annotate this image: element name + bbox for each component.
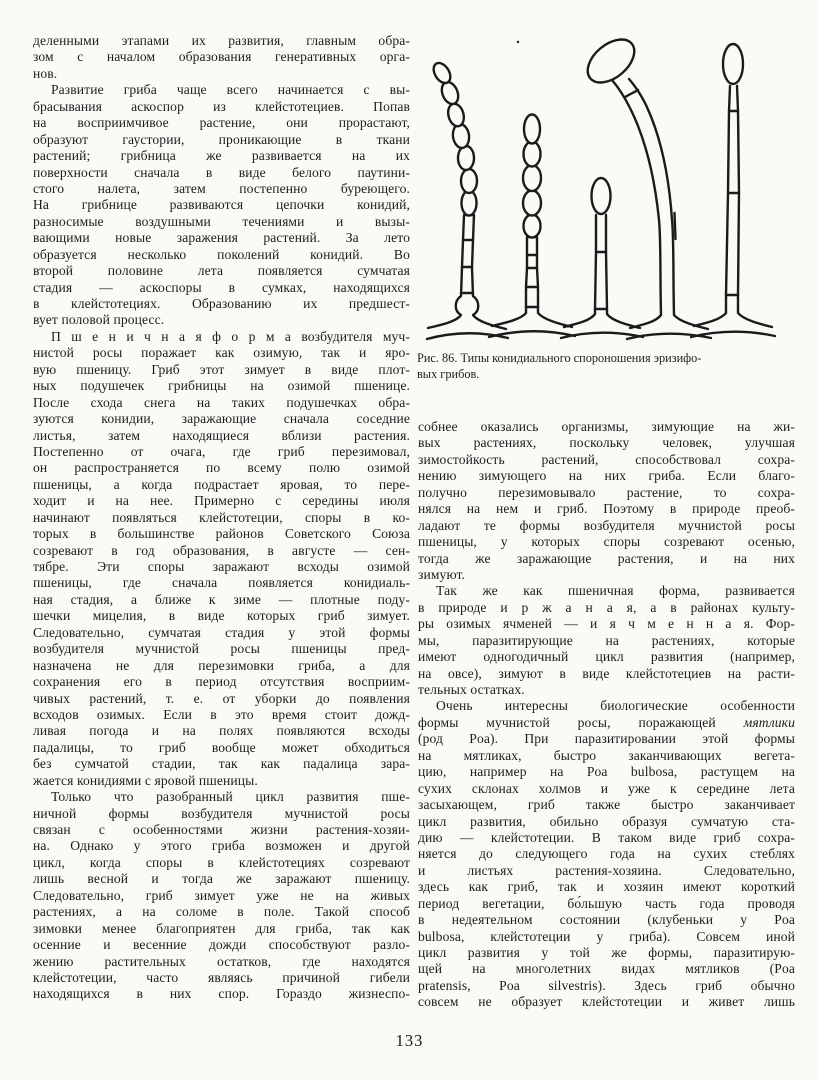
figure-86-illustration [420, 25, 800, 345]
text-line: сухих склонах холмов и уже к середине лета [418, 780, 795, 796]
text-line: жению растительных остатков, где находятся [33, 953, 410, 969]
text-line: нению зимующего на них гриба. Если благо- [418, 468, 795, 484]
text-line: деленными этапами их развития, главным обра- [33, 33, 410, 48]
text-line: пшеницы, у которых споры созревают осенью, [418, 534, 795, 550]
text-line: ных подушечек грибницы на озимой пшенице. [33, 378, 410, 394]
text-line: образуется несколько поколений конидий. Во [33, 246, 410, 262]
text-line: на восприимчивое растение, они прорастают, [33, 115, 410, 131]
text-line: мы, паразитирующие на растениях, которые [418, 632, 795, 648]
text-line: начинают появляться клейстотеции, споры в ко- [33, 509, 410, 525]
text-line: (род Poa). При паразитировании этой формы [418, 731, 795, 747]
text-line: зимуют. [418, 566, 466, 582]
text-line: Так же как пшеничная форма, развивается [436, 583, 795, 599]
text-line: здесь как гриб, так и хозяин имеют короткий [418, 879, 795, 895]
conidiophore-type-3 [561, 178, 643, 338]
text-line: цикл, когда споры в клейстотециях созревают [33, 854, 410, 870]
text-line: на овсе), зимуют в виде клейстотециев на расти- [418, 665, 795, 681]
text-line: цикл развития, обильно образуя сумчатую ста- [418, 813, 795, 829]
text-line: зимовки менее благоприятен для гриба, так как [33, 920, 410, 936]
text-line: образуют гаустории, проникающие в ткани [33, 131, 410, 147]
text-line: цию, например на Poa bulbosa, растущем на [418, 764, 795, 780]
text-line: в природе и р ж а н а я, а в районах культу- [418, 599, 795, 615]
conidiophore-type-5 [691, 44, 775, 337]
text-line: совсем не образует клейстотеции и живет лишь [418, 994, 795, 1010]
text-line: листья, затем находящиеся вблизи растения. [33, 427, 410, 443]
text-line: тогда же заражающие растения, и на них [418, 550, 795, 566]
text-line: осенние и весенние дожди способствуют разло- [33, 937, 410, 953]
text-line: тябре. Эти споры заражают всходы озимой [33, 559, 410, 574]
text-line: назначена не для перезимовки гриба, а для [33, 657, 410, 673]
conidiophore-type-1 [427, 60, 508, 339]
text-line: формы мучнистой росы, поражающей мятлики [418, 714, 795, 730]
text-line: получно перезимовывало растение, то сохра- [418, 484, 795, 500]
text-line: имеют одногодичный цикл развития (например, [418, 649, 795, 665]
text-line: всходов озимых. Если в это время стоит дожд- [33, 706, 410, 722]
text-line: период вегетации, бо́льшую часть года проводя [418, 895, 795, 911]
text-line: ная стадия, а ближе к зиме — плотные поду- [33, 591, 410, 607]
text-line: Очень интересны биологические особенности [436, 698, 795, 714]
text-line: нов. [33, 65, 58, 81]
text-line: вающими новые заражения растений. За лето [33, 230, 410, 246]
text-line: и листьях растения-хозяина. Следовательно, [418, 862, 795, 878]
text-line: вую пшеницу. Гриб этот зимует в виде плот- [33, 361, 410, 377]
page-number: 133 [395, 1031, 424, 1050]
right-text-column [418, 419, 795, 1011]
text-line: На грибнице развиваются цепочки конидий, [33, 197, 410, 213]
text-line: он распространяется по всему полю озимой [33, 460, 410, 476]
text-line: засыхающем, гриб также быстро заканчивает [418, 797, 795, 813]
text-line: связан с особенностями жизни растения-хозяи- [33, 822, 410, 837]
text-line: Следовательно, гриб зимует уже не на живых [33, 887, 410, 903]
text-line: клейстотеции, часто являясь причиной гибели [33, 969, 410, 985]
figure-86 [420, 25, 800, 345]
figure-caption-line-1: Рис. 86. Типы конидиального спороношения эризифо- [417, 351, 702, 365]
figure-caption [417, 351, 795, 382]
text-line: в клейстотециях. Образованию их предшест- [33, 296, 410, 311]
text-line: растениях, а на соломе в поле. Такой способ [33, 904, 410, 920]
text-line: падалицы, то гриб вообще может обходиться [33, 739, 410, 755]
text-line: bulbosa, клейстотеции у гриба). Совсем иной [418, 928, 795, 944]
text-line: растений; грибница же развивается на их [33, 148, 410, 164]
text-line: нялся на нем и гриб. Поэтому в природе преоб- [418, 501, 795, 517]
text-line: брасывания аскоспор из клейстотециев. Попав [33, 98, 410, 114]
text-line: поверхности сначала в виде белого паутини- [33, 164, 410, 180]
text-line: зуются конидии, заражающие сначала соседние [33, 411, 410, 427]
text-line: Следовательно, сумчатая стадия у этой формы [33, 624, 410, 640]
text-line: После схода снега на таких подушечках обра- [33, 394, 410, 410]
text-line: зимостойкость растений, способствовал сохра- [418, 451, 795, 467]
text-line: чивых растений, т. е. от уборки до появления [33, 690, 410, 706]
text-line: нистой росы поражает как озимую, так и яро- [33, 345, 410, 361]
text-line: находящихся в них спор. Гораздо жизнеспо- [33, 986, 410, 1002]
text-line: ливая погода и на полях появляются всходы [33, 723, 410, 739]
text-line: Развитие гриба чаще всего начинается с вы- [51, 82, 410, 98]
text-line: стого налета, затем постепенно буреющего. [33, 180, 410, 196]
text-line: цикл развития у той же формы, паразитирую- [418, 945, 795, 960]
conidiophore-type-2 [489, 115, 575, 338]
text-line: Постепенно от очага, где гриб перезимовал, [33, 443, 410, 459]
text-line: ры озимых ячменей — и я ч м е н н а я. Фор- [418, 616, 795, 632]
text-line: вует половой процесс. [33, 312, 165, 328]
text-line: П ш е н и ч н а я ф о р м а возбудителя муч- [51, 328, 410, 344]
text-line: ходит и на нее. Примерно с середины июля [33, 493, 410, 509]
text-line: дию — клейстотеции. В таком виде гриб сохра- [418, 829, 795, 845]
text-line: стадия — аскоспоры в сумках, находящихся [33, 279, 410, 295]
text-line: пшеницы, где сначала появляется конидиаль- [33, 575, 410, 591]
text-line: на. Однако у этого гриба возможен и другой [33, 838, 410, 854]
left-text-column [33, 33, 410, 1003]
text-line: без сумчатой стадии, так как падалица зара- [33, 756, 410, 772]
text-line: щей на многолетних видах мятликов (Poa [418, 961, 795, 977]
text-line: сохранения его в период отсутствия восприим- [33, 674, 410, 690]
text-line: шечки мицелия, в виде которых гриб зимует. [33, 608, 410, 624]
text-line: ничной формы возбудителя мучнистой росы [33, 805, 410, 821]
text-line: няется до следующего года на сухих стеблях [418, 846, 795, 862]
text-line: ладают те формы возбудителя мучнистой росы [418, 517, 795, 533]
text-line: жается конидиями с яровой пшеницы. [33, 772, 258, 788]
text-line: собнее оказались организмы, зимующие на жи- [418, 419, 795, 434]
scan-speck [517, 41, 519, 43]
text-line: пшеницы, а когда подрастает яровая, то пере- [33, 476, 410, 492]
text-line: разносимые воздушными течениями и вызы- [33, 213, 410, 229]
text-line: вых растениях, поскольку человек, улучшая [418, 435, 795, 451]
text-line: торых в большинстве районов Советского Союза [33, 526, 410, 542]
text-line: возбудителя мучнистой росы пшеницы пред- [33, 641, 410, 657]
text-line: pratensis, Poa silvestris). Здесь гриб обычно [418, 977, 795, 993]
text-line: на мятликах, быстро заканчивающих вегета- [418, 747, 795, 763]
text-line: Только что разобранный цикл развития пше- [51, 789, 410, 805]
text-line: зом с началом образования генеративных орга- [33, 49, 410, 65]
text-line: тельных остатках. [418, 682, 525, 697]
text-line: лишь весной и тогда же заражают пшеницу. [33, 871, 410, 887]
text-line: второй половине лета появляется сумчатая [33, 263, 410, 279]
figure-caption-line-2: вых грибов. [417, 366, 480, 381]
text-line: в недеятельном состоянии (клубеньки у Poa [418, 912, 795, 928]
text-line: созревают в год образования, в августе — сен- [33, 542, 410, 558]
